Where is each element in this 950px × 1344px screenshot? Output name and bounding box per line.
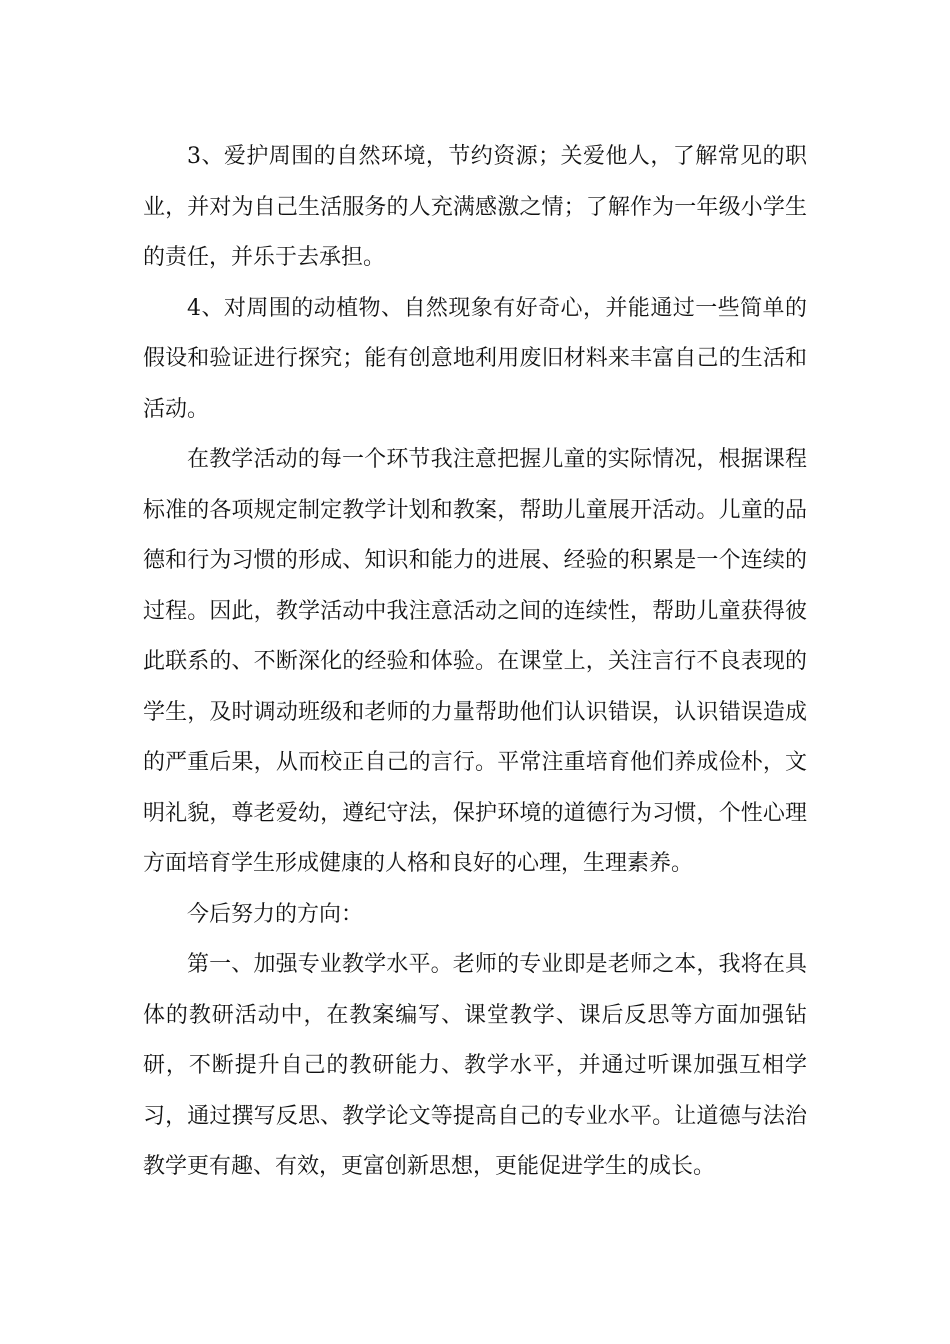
paragraph-goal-3: 3、爱护周围的自然环境，节约资源；关爱他人，了解常见的职业，并对为自己生活服务的人充满感激之情；了解作为一年级小学生的责任，并乐于去承担。 [143,144,807,270]
paragraph-goal-4: 4、对周围的动植物、自然现象有好奇心，并能通过一些简单的假设和验证进行探究；能有创意地利用废旧材料来丰富自己的生活和活动。 [143,295,807,422]
paragraph-future-direction-heading: 今后努力的方向： [187,901,364,927]
paragraph-first-direction: 第一、加强专业教学水平。老师的专业即是老师之本，我将在具体的教研活动中，在教案编写、课堂教学、课后反思等方面加强钻研，不断提升自己的教研能力、教学水平，并通过听课加强互相学习，通过撰写反思、教学论文等提高自己的专业水平。让道德与法治教学更有趣、有效，更富创新思想，更能促进学生的成长。 [143,952,807,1179]
document-body [143,132,807,1193]
paragraph-teaching-activities: 在教学活动的每一个环节我注意把握儿童的实际情况，根据课程标准的各项规定制定教学计划和教案，帮助儿童展开活动。儿童的品德和行为习惯的形成、知识和能力的进展、经验的积累是一个连续的过程。因此，教学活动中我注意活动之间的连续性，帮助儿童获得彼此联系的、不断深化的经验和体验。在课堂上，关注言行不良表现的学生，及时调动班级和老师的力量帮助他们认识错误，认识错误造成的严重后果，从而校正自己的言行。平常注重培育他们养成俭朴，文明礼貌，尊老爱幼，遵纪守法，保护环境的道德行为习惯，个性心理方面培育学生形成健康的人格和良好的心理，生理素养。 [143,447,807,876]
